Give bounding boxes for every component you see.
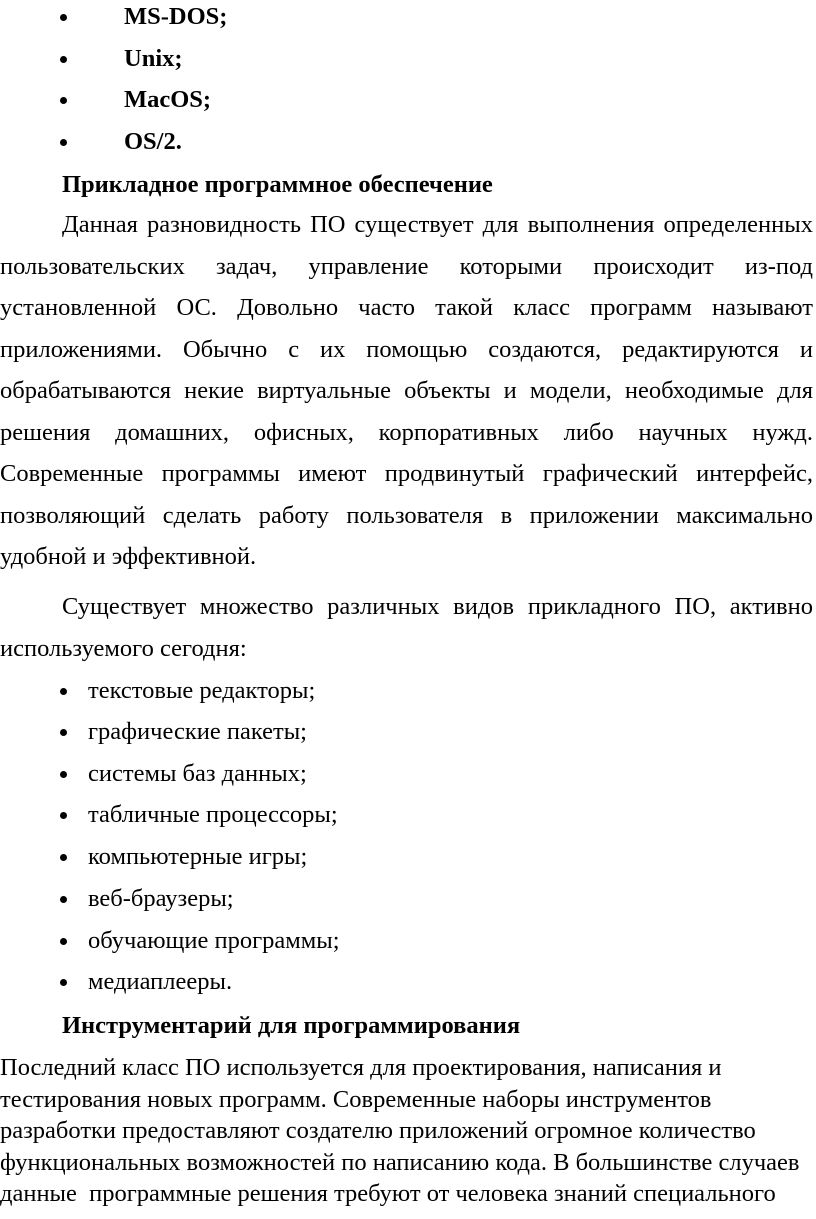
- bullet-icon: [60, 771, 67, 778]
- bullet-icon: [60, 854, 67, 861]
- bullet-icon: [60, 14, 67, 21]
- paragraph-line: используемого сегодня:: [0, 634, 247, 662]
- paragraph-line: Данная разновидность ПО существует для выполнения определенных: [62, 211, 813, 238]
- list-item-text: Unix;: [124, 45, 183, 72]
- paragraph-line: Существует множество различных видов прикладного ПО, активно: [62, 593, 813, 620]
- paragraph-tools-description: [0, 1052, 800, 1210]
- paragraph-line: данные программные решения требуют от человека знаний специального: [0, 1180, 776, 1207]
- paragraph-line: пользовательских задач, управление которыми происходит из-под: [0, 252, 813, 280]
- bullet-icon: [60, 979, 67, 986]
- paragraph-line: разработки предоставляют создателю приложений огромное количество: [0, 1117, 756, 1144]
- list-item-text: компьютерные игры;: [88, 843, 308, 870]
- paragraph-line: позволяющий сделать работу пользователя в приложении максимально: [0, 501, 813, 529]
- section-heading-tools: Инструментарий для программирования: [62, 1012, 521, 1039]
- bullet-icon: [60, 97, 67, 104]
- list-item-text: MS-DOS;: [124, 3, 228, 30]
- list-item-text: графические пакеты;: [88, 718, 307, 745]
- list-item-text: MacOS;: [124, 86, 212, 113]
- list-item-text: медиаплееры.: [88, 968, 233, 995]
- bullet-icon: [60, 139, 67, 146]
- paragraph-line: удобной и эффективной.: [0, 543, 257, 570]
- paragraph-line: Последний класс ПО используется для проектирования, написания и: [0, 1054, 722, 1081]
- paragraph-applied-description: [0, 204, 813, 578]
- paragraph-line: функциональных возможностей по написанию кода. В большинстве случаев: [0, 1148, 800, 1176]
- list-item-text: OS/2.: [124, 128, 182, 155]
- paragraph-applied-types-intro: [0, 586, 813, 669]
- list-item-text: текстовые редакторы;: [88, 677, 316, 704]
- bullet-icon: [60, 896, 67, 903]
- bullet-icon: [60, 56, 67, 63]
- paragraph-line: Современные программы имеют продвинутый графический интерфейс,: [0, 460, 813, 487]
- list-item-text: табличные процессоры;: [88, 801, 338, 828]
- paragraph-line: обрабатываются некие виртуальные объекты и модели, необходимые для: [0, 377, 813, 404]
- list-item-text: системы баз данных;: [88, 760, 307, 787]
- paragraph-line: решения домашних, офисных, корпоративных либо научных нужд.: [0, 418, 813, 446]
- paragraph-line: установленной ОС. Довольно часто такой класс программ называют: [0, 294, 813, 321]
- bullet-icon: [60, 688, 67, 695]
- list-item-text: веб-браузеры;: [88, 885, 234, 912]
- section-heading-applied: Прикладное программное обеспечение: [62, 171, 493, 198]
- bullet-icon: [60, 812, 67, 819]
- bullet-icon: [60, 938, 67, 945]
- paragraph-line: приложениями. Обычно с их помощью создаются, редактируются и: [0, 335, 813, 363]
- list-item-text: обучающие программы;: [88, 927, 340, 954]
- paragraph-line: тестирования новых программ. Современные наборы инструментов: [0, 1085, 712, 1113]
- bullet-icon: [60, 729, 67, 736]
